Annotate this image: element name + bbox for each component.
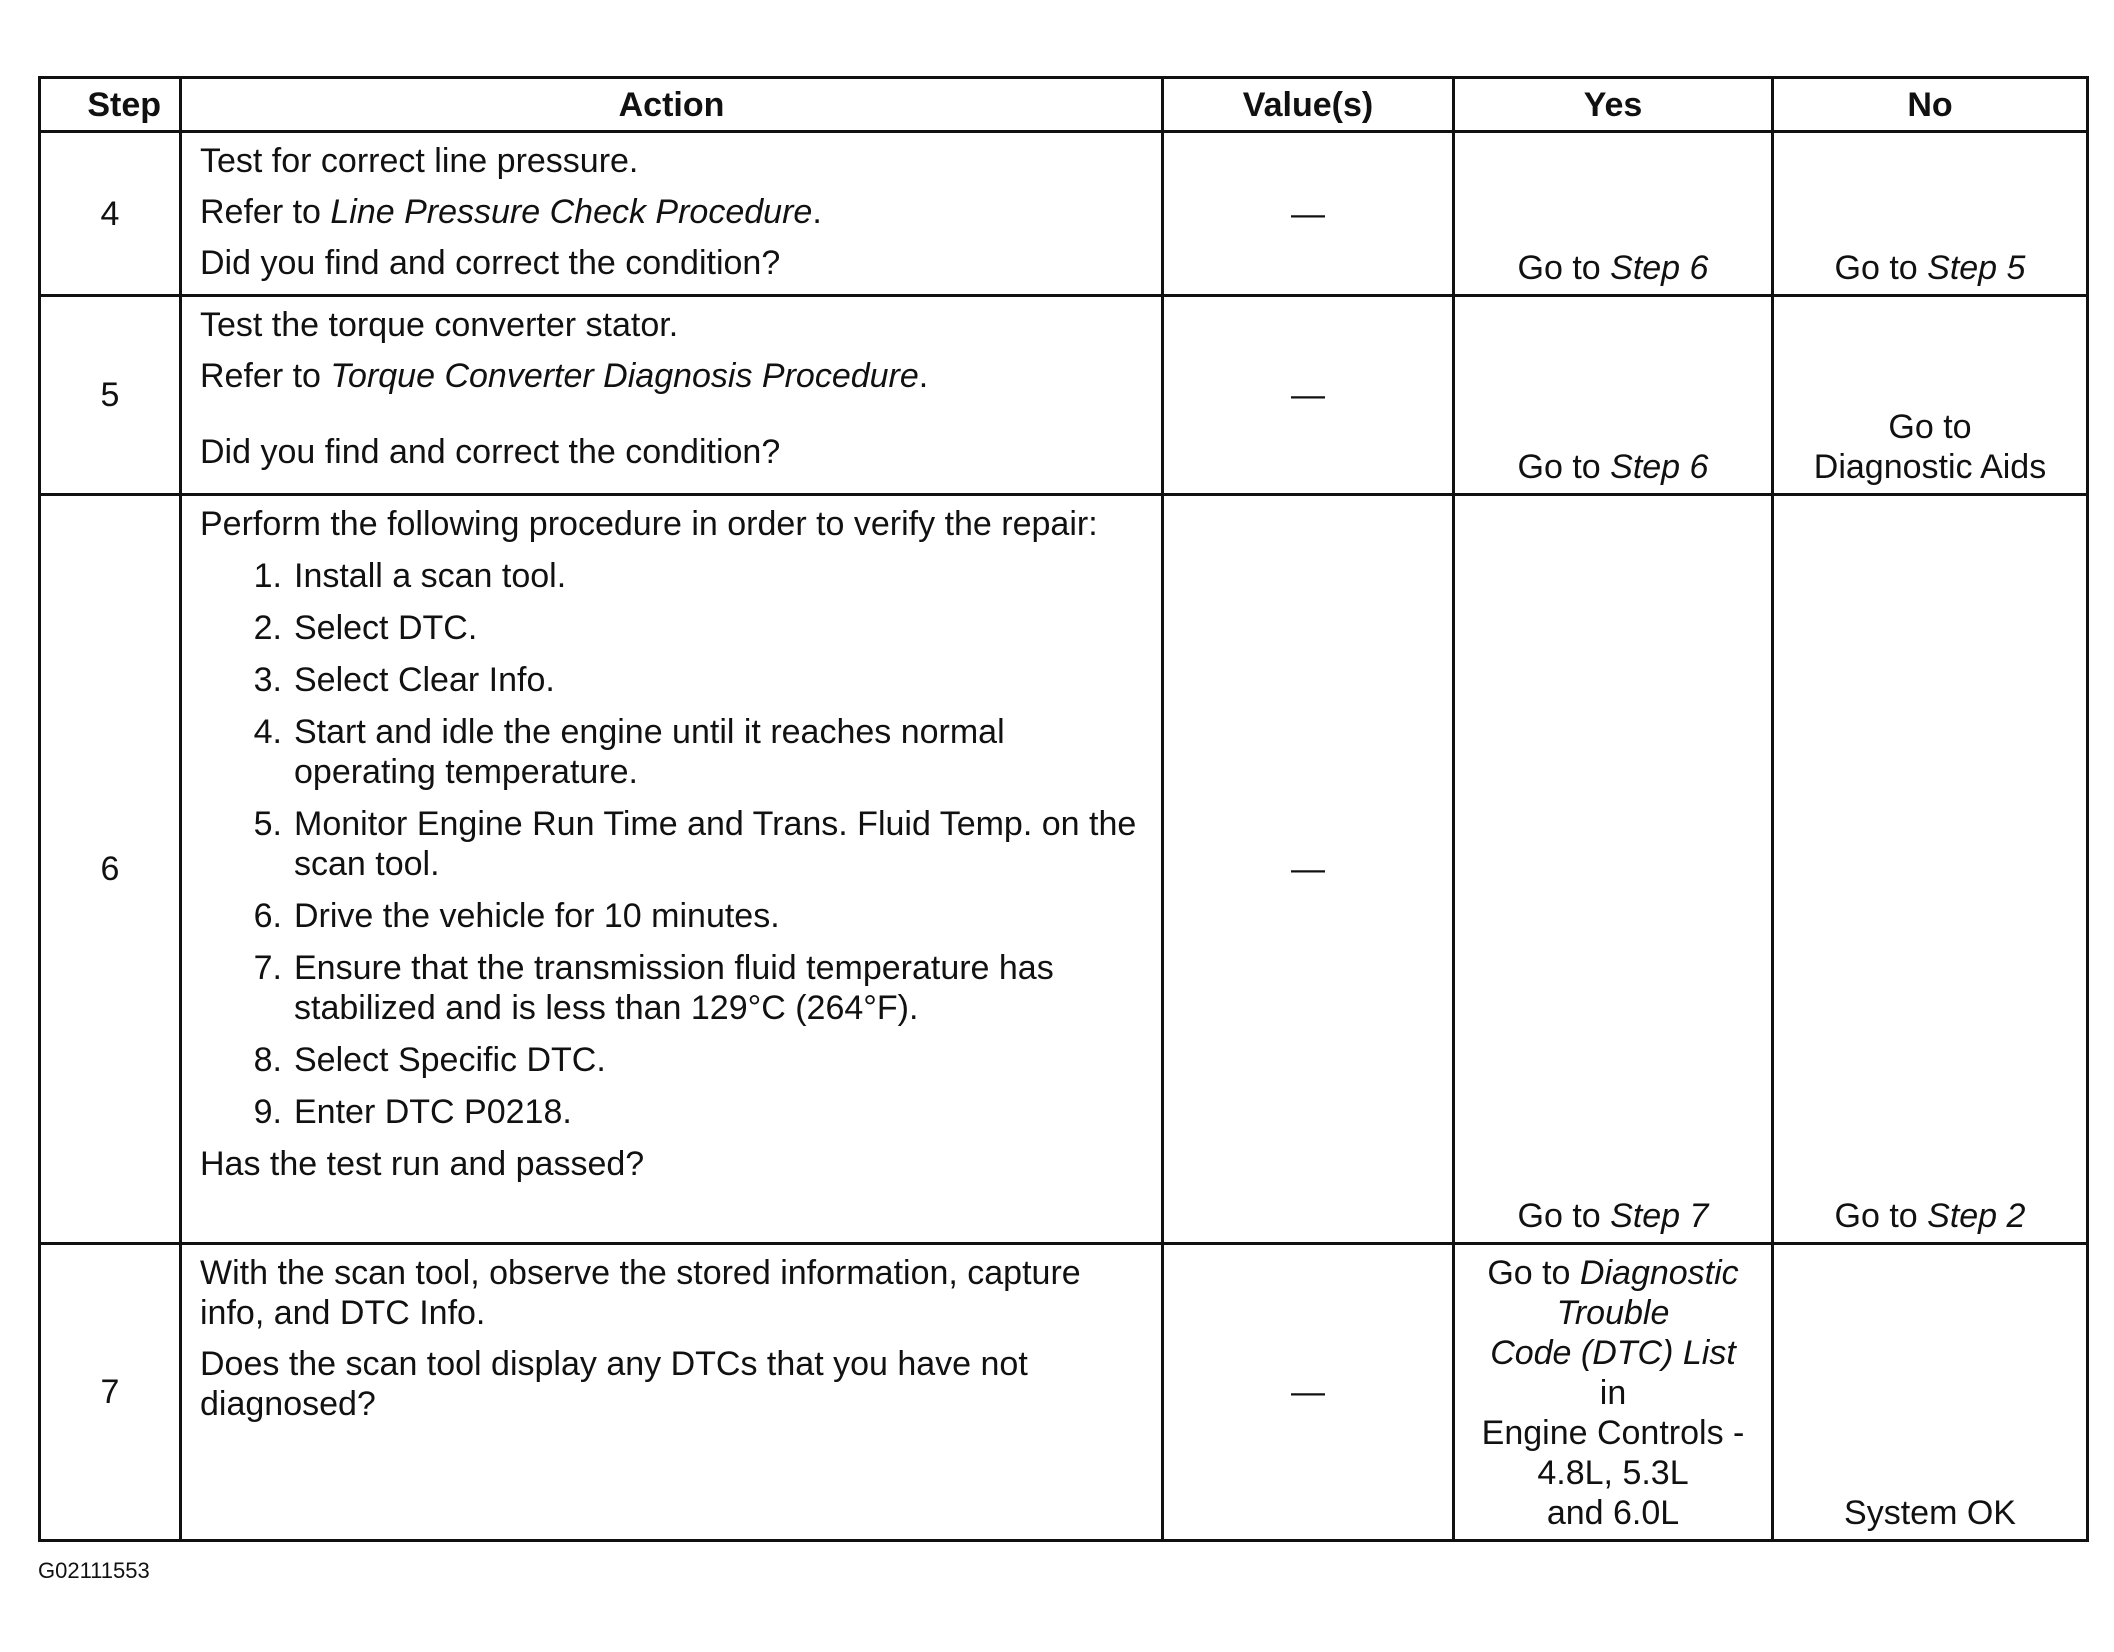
refer-line — [200, 356, 1145, 396]
goto-prefix: Go to — [1834, 249, 1928, 287]
list-item — [200, 660, 1145, 700]
refer-prefix: Refer to — [200, 357, 331, 395]
question-text: Did you find and correct the condition? — [200, 433, 781, 471]
list-item — [200, 556, 1145, 596]
goto-label: Go to — [1888, 408, 1972, 446]
item-number: 2. — [253, 609, 282, 647]
yes-cell — [1454, 1244, 1773, 1541]
goto-prefix: Go to — [1517, 1197, 1611, 1235]
no-step-link[interactable]: Step 2 — [1927, 1197, 2026, 1235]
list-item — [200, 896, 1145, 936]
procedure-link[interactable]: Line Pressure Check Procedure — [330, 193, 813, 231]
system-ok-text: System OK — [1844, 1494, 2016, 1532]
header-values: Value(s) — [1163, 78, 1454, 132]
table-row-step-7 — [40, 1244, 2088, 1541]
refer-line — [200, 192, 1145, 232]
list-item — [200, 712, 1145, 792]
engine-controls-ref-b: 4.8L, 5.3L — [1537, 1454, 1689, 1492]
engine-controls-ref-c: and 6.0L — [1546, 1494, 1680, 1532]
dtc-list-link-c[interactable]: Code (DTC) List — [1490, 1334, 1736, 1372]
header-row — [40, 78, 2088, 132]
no-cell — [1773, 495, 2088, 1244]
table-row-step-4 — [40, 132, 2088, 296]
no-cell — [1773, 296, 2088, 495]
procedure-link[interactable]: Torque Converter Diagnosis Procedure — [330, 357, 919, 395]
step-number: 6 — [40, 495, 181, 1244]
table-row-step-6 — [40, 495, 2088, 1244]
refer-suffix: . — [812, 193, 822, 231]
goto-prefix: Go to — [1834, 1197, 1928, 1235]
item-number: 5. — [253, 805, 282, 843]
action-cell — [181, 1244, 1163, 1541]
dtc-list-link-line — [1461, 1253, 1765, 1293]
item-text: Monitor Engine Run Time and Trans. Fluid Temp. on the scan tool. — [294, 805, 1137, 883]
value-cell: — — [1163, 132, 1454, 296]
item-text: Select Specific DTC. — [294, 1041, 606, 1079]
step-number: 5 — [40, 296, 181, 495]
list-item — [200, 1092, 1145, 1132]
in-label: in — [1599, 1374, 1627, 1412]
step-number: 4 — [40, 132, 181, 296]
dtc-list-link-b[interactable]: Trouble — [1556, 1294, 1670, 1332]
value-cell: — — [1163, 296, 1454, 495]
action-cell — [181, 132, 1163, 296]
item-number: 8. — [253, 1041, 282, 1079]
dtc-list-link-a[interactable]: Diagnostic — [1579, 1254, 1739, 1292]
refer-suffix: . — [918, 357, 929, 395]
no-cell — [1773, 1244, 2088, 1541]
value-cell: — — [1163, 1244, 1454, 1541]
item-number: 4. — [253, 713, 282, 751]
item-text: Install a scan tool. — [294, 557, 567, 595]
diagnostic-table — [38, 76, 2089, 1542]
item-number: 6. — [253, 897, 282, 935]
no-step-link[interactable]: Step 5 — [1927, 249, 2026, 287]
item-text: Start and idle the engine until it reaches normal operating temperature. — [294, 713, 1005, 791]
yes-step-link[interactable]: Step 6 — [1610, 249, 1709, 287]
goto-prefix: Go to — [1517, 448, 1611, 486]
no-cell — [1773, 132, 2088, 296]
list-item — [200, 1040, 1145, 1080]
item-text: Drive the vehicle for 10 minutes. — [294, 897, 780, 935]
procedure-list — [200, 556, 1145, 1132]
question-text: Has the test run and passed? — [200, 1145, 645, 1183]
header-step: Step — [40, 78, 181, 132]
yes-cell — [1454, 495, 1773, 1244]
yes-step-link[interactable]: Step 7 — [1610, 1197, 1709, 1235]
yes-cell — [1454, 296, 1773, 495]
yes-step-link[interactable]: Step 6 — [1610, 448, 1709, 486]
item-text: Select Clear Info. — [294, 661, 555, 699]
action-cell — [181, 495, 1163, 1244]
header-yes: Yes — [1454, 78, 1773, 132]
step-number: 7 — [40, 1244, 181, 1541]
header-no: No — [1773, 78, 2088, 132]
item-number: 1. — [253, 557, 282, 595]
engine-controls-ref-a: Engine Controls - — [1481, 1414, 1745, 1452]
list-item — [200, 804, 1145, 884]
item-number: 3. — [253, 661, 282, 699]
diagnostic-aids-link[interactable]: Diagnostic Aids — [1813, 448, 2047, 486]
action-text: With the scan tool, observe the stored information, capture info, and DTC Info. — [200, 1254, 1081, 1332]
action-text: Test the torque converter stator. — [200, 306, 679, 344]
item-text: Select DTC. — [294, 609, 478, 647]
table-row-step-5 — [40, 296, 2088, 495]
goto-prefix: Go to — [1487, 1254, 1580, 1292]
list-item — [200, 948, 1145, 1028]
item-number: 7. — [253, 949, 282, 987]
yes-cell — [1454, 132, 1773, 296]
question-text: Did you find and correct the condition? — [200, 244, 781, 282]
goto-prefix: Go to — [1517, 249, 1611, 287]
action-text: Test for correct line pressure. — [200, 142, 639, 180]
list-item — [200, 608, 1145, 648]
item-text: Ensure that the transmission fluid temperature has stabilized and is less than 129°C (264°F). — [294, 949, 1054, 1027]
header-action: Action — [181, 78, 1163, 132]
value-cell: — — [1163, 495, 1454, 1244]
action-cell — [181, 296, 1163, 495]
refer-prefix: Refer to — [200, 193, 331, 231]
question-text: Does the scan tool display any DTCs that you have not diagnosed? — [200, 1345, 1028, 1423]
item-text: Enter DTC P0218. — [294, 1093, 572, 1131]
figure-id: G02111553 — [38, 1558, 150, 1583]
item-number: 9. — [253, 1093, 282, 1131]
action-intro: Perform the following procedure in order to verify the repair: — [200, 505, 1098, 543]
